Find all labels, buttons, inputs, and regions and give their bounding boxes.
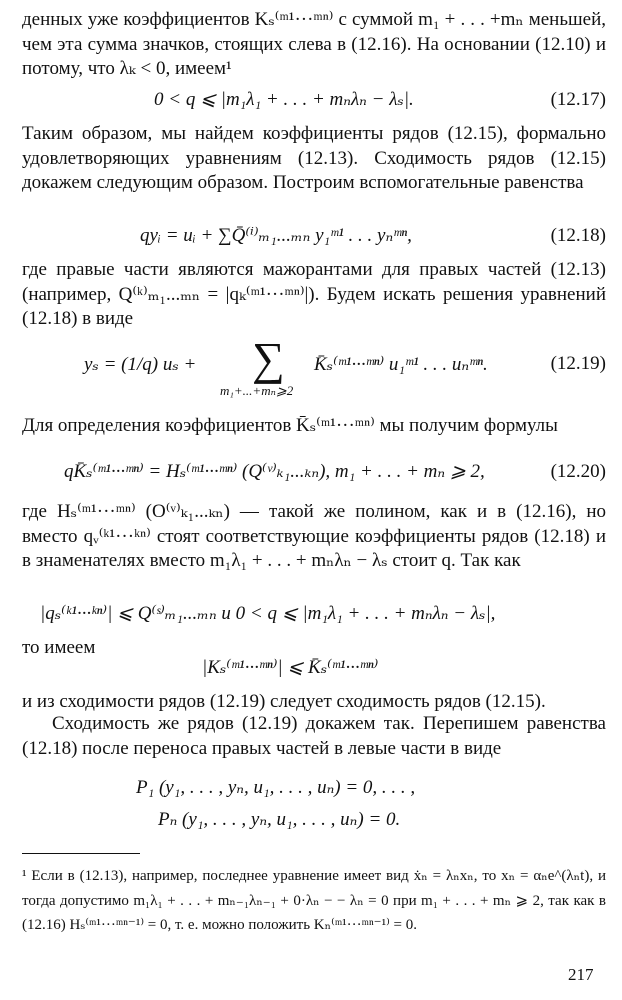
footnote: ¹ Если в (12.13), например, последнее уравнение имеет вид ẋₙ = λₙxₙ, то xₙ = αₙe^(λₙt), и тогда допустимо m₁λ₁ + . . . + mₙ₋₁λₙ₋₁ + 0·λₙ − − λₙ = 0 при m₁ + . . . + mₙ ⩾ 2, так как в (12.16) Hₛ⁽ᵐ¹···ᵐⁿ⁻¹⁾ = 0, т. е. можно положить Kₙ⁽ᵐ¹···ᵐⁿ⁻¹⁾ = 0.: [22, 868, 606, 934]
equation-body: |Kₛ⁽ᵐ¹···ᵐⁿ⁾| ⩽ K̄ₛ⁽ᵐ¹···ᵐⁿ⁾: [202, 657, 379, 678]
equation-inequalities: [22, 600, 606, 628]
equation-right: K̄ₛ⁽ᵐ¹···ᵐⁿ⁾ u₁ᵐ¹ . . . uₙᵐⁿ.: [314, 354, 488, 375]
equation-number: (12.17): [550, 89, 606, 110]
equation-12-19: [22, 335, 606, 407]
equation-12-18: [22, 222, 606, 250]
equation-left: yₛ = (1/q) uₛ +: [84, 354, 197, 375]
summation-sign: ∑: [252, 333, 285, 384]
equation-12-17: [22, 86, 606, 114]
equation-body: |qₛ⁽ᵏ¹···ᵏⁿ⁾| ⩽ Q⁽ˢ⁾ₘ₁...ₘₙ и 0 < q ⩽ |m₁λ₁ + . . . + mₙλₙ − λₛ|,: [40, 603, 496, 624]
equation-number: (12.19): [550, 353, 606, 374]
equation-body: Pₙ (y₁, . . . , yₙ, u₁, . . . , uₙ) = 0.: [158, 809, 401, 830]
equation-body: P₁ (y₁, . . . , yₙ, u₁, . . . , uₙ) = 0, . . . ,: [136, 777, 416, 798]
paragraph-4: Для определения коэффициентов K̄ₛ⁽ᵐ¹···ᵐⁿ⁾ мы получим формулы: [22, 415, 558, 436]
paragraph-5: где Hₛ⁽ᵐ¹···ᵐⁿ⁾ (O⁽ᵛ⁾ₖ₁...ₖₙ) — такой же полином, как и в (12.16), но вместо qᵥ⁽ᵏ¹···ᵏⁿ⁾ стоят соответствующие коэффициенты рядов (12.18) и в знаменателях вместо m₁λ₁ + . . . + mₙλₙ − λₛ стоит q. Так как: [22, 501, 606, 572]
equation-body: qK̄ₛ⁽ᵐ¹···ᵐⁿ⁾ = Hₛ⁽ᵐ¹···ᵐⁿ⁾ (Q⁽ᵛ⁾ₖ₁...ₖₙ), m₁ + . . . + mₙ ⩾ 2,: [64, 461, 485, 482]
equation-body: qyᵢ = uᵢ + ∑Q̄⁽ⁱ⁾ₘ₁...ₘₙ y₁ᵐ¹ . . . yₙᵐⁿ,: [140, 225, 412, 246]
paragraph-8: Сходимость же рядов (12.19) докажем так. Перепишем равенства (12.18) после переноса правых частей в левые части в виде: [22, 713, 606, 759]
equation-majorant: [22, 654, 606, 682]
equation-number: (12.20): [550, 461, 606, 482]
page-number: 217: [568, 965, 594, 984]
equation-number: (12.18): [550, 225, 606, 246]
paragraph-3: где правые части являются мажорантами для правых частей (12.13) (например, Q⁽ᵏ⁾ₘ₁...ₘₙ = |qₖ⁽ᵐ¹···ᵐⁿ⁾|). Будем искать решения уравнений (12.18) в виде: [22, 259, 606, 330]
equation-body: 0 < q ⩽ |m₁λ₁ + . . . + mₙλₙ − λₛ|.: [154, 89, 414, 110]
summation-subscript: m₁+...+mₙ⩾2: [220, 383, 294, 398]
footnote-rule: [22, 853, 140, 854]
paragraph-1: денных уже коэффициентов Kₛ⁽ᵐ¹···ᵐⁿ⁾ с суммой m₁ + . . . +mₙ меньшей, чем эта сумма значков, стоящих слева в (12.16). На основании (12.10) и потому, что λₖ < 0, имеем¹: [22, 9, 606, 80]
paragraph-2: Таким образом, мы найдем коэффициенты рядов (12.15), формально удовлетворяющих уравнениям (12.13). Сходимость рядов (12.15) докажем следующим образом. Построим вспомогательные равенства: [22, 123, 606, 194]
equation-12-20: [22, 458, 606, 486]
equation-system-first: [22, 774, 606, 802]
paragraph-6: то имеем: [22, 637, 96, 658]
paragraph-7: и из сходимости рядов (12.19) следует сходимость рядов (12.15).: [22, 691, 546, 712]
equation-system-last: [22, 806, 606, 834]
